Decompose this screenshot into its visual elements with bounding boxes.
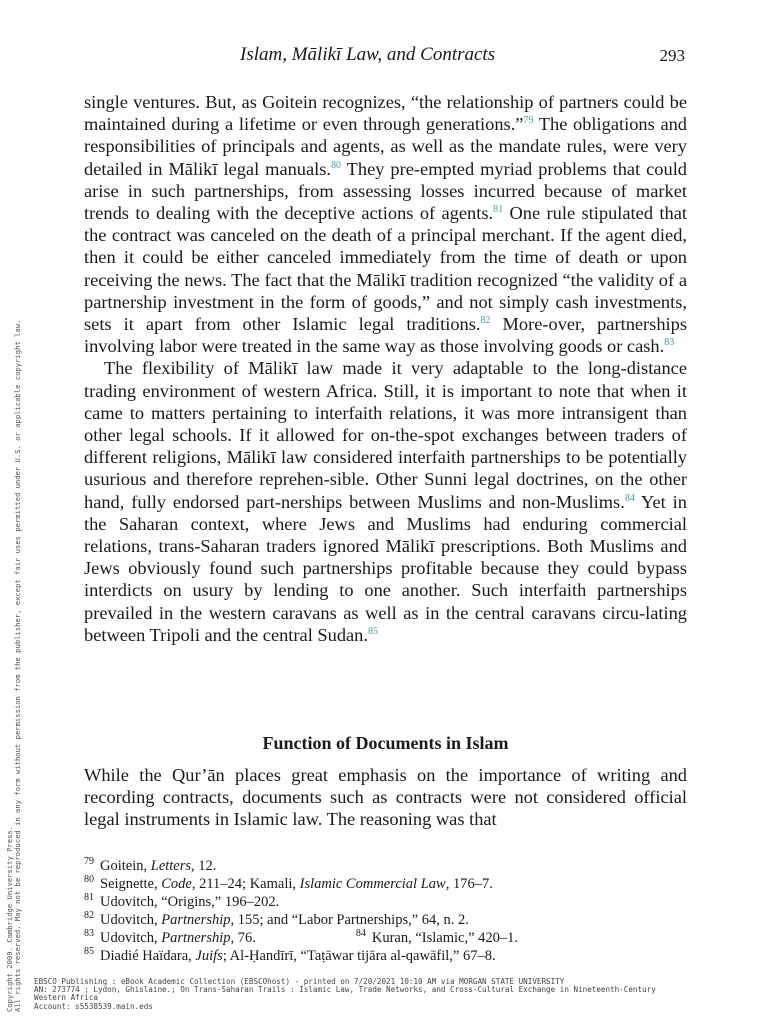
copyright-line-2: All rights reserved. May not be reproduced in any form without permission from the publisher, except fair uses permitted under U.S. or applicable copyright law. <box>13 319 22 1012</box>
body-text <box>84 91 687 646</box>
paragraph-1 <box>84 91 687 357</box>
footnote-text: Udovitch, “Origins,” 196–202. <box>100 894 280 910</box>
ebsco-line-3: Western Africa <box>34 993 99 1003</box>
paragraph-1-part-c: They pre‑empted myriad problems that could arise in such partnerships, from assessing losses incurred because of market trends to dealing with the deceptive actions of agents. <box>84 158 687 224</box>
footnote-79: 79 Goitein, Letters, 12. <box>84 856 217 874</box>
footnote-text: ; Al-Ḥandīrī, “Taṭāwar tijāra al-qawāfil,” 67–8. <box>222 948 496 964</box>
section-heading: Function of Documents in Islam <box>262 733 509 753</box>
running-head-title: Islam, Mālikī Law, and Contracts <box>240 44 496 65</box>
footnote-81: 81 Udovitch, “Origins,” 196–202. <box>84 892 280 910</box>
ebsco-line-4: Account: s5538539.main.eds <box>34 1001 153 1011</box>
footnote-ref-79[interactable]: 79 <box>523 115 534 127</box>
footnote-82: 82 Udovitch, Partnership, 155; and “Labor Partnerships,” 64, n. 2. <box>84 910 469 928</box>
footnote-title: Partnership <box>161 912 231 928</box>
footnote-83-84: 83 Udovitch, Partnership, 76. 84 Kuran, “Islamic,” 420–1. <box>84 928 519 946</box>
paragraph-1-part-e: More‑over, partnerships involving labor were treated in the same way as those involving goods or cash. <box>84 314 687 357</box>
footnote-80: 80 Seignette, Code, 211–24; Kamali, Islamic Commercial Law, 176–7. <box>84 874 493 892</box>
paragraph-2-part-a: The flexibility of Mālikī law made it very adaptable to the long-distance trading environment of western Africa. Still, it is important to note that when it came to matters pertaining to interfaith relations, it was more intransigent than other legal schools. If it allowed for on-the-spot exchanges between traders of different religions, Mālikī law considered interfaith partnerships to be potentially usurious and therefore reprehen‑sible. Other Sunni legal doctrines, on the other hand, fully endorsed part‑nerships between Muslims and non-Muslims. <box>84 358 687 512</box>
footnote-ref-80[interactable]: 80 <box>331 159 342 171</box>
footnote-title: Islamic Commercial Law <box>299 876 446 892</box>
footnote-text: , 211–24; Kamali, <box>191 876 300 892</box>
footnote-ref-83[interactable]: 83 <box>664 337 675 349</box>
footnote-title: Juifs <box>195 948 223 964</box>
footnote-85: 85 Diadié Haïdara, Juifs; Al-Ḥandīrī, “Taṭāwar tijāra al-qawāfil,” 67–8. <box>84 946 496 964</box>
ebsco-footer <box>34 978 764 1011</box>
paragraph-2-part-b: Yet in the Saharan context, where Jews and Muslims had enduring commercial relations, trans-Saharan traders ignored Mālikī prescriptions. Both Muslims and Jews obviously found such partnerships profitable because they could bypass interdicts on usury by lending to one another. Such interfaith partnerships prevailed in the western caravans as well as in the central caravans circu‑lating between Tripoli and the central Sudan. <box>84 491 687 645</box>
paragraph-1-part-b: The obligations and responsibilities of principals and agents, as well as the mandate rules, were very detailed in Mālikī legal manuals. <box>84 114 687 179</box>
footnote-text: Goitein, <box>100 858 151 874</box>
section-paragraph: While the Qur’ān places great emphasis on the importance of writing and recording contracts, documents such as contracts were not considered official legal instruments in Islamic law. The reasoning was that <box>84 765 687 830</box>
footnotes <box>84 857 687 965</box>
footnote-text: , 155; and “Labor Partnerships,” 64, n. 2. <box>230 912 469 928</box>
footnote-ref-81[interactable]: 81 <box>493 203 504 215</box>
section-text <box>84 764 687 831</box>
footnote-text: , 176–7. <box>445 876 493 892</box>
footnote-text: Diadié Haïdara, <box>100 948 196 964</box>
page-number: 293 <box>659 46 685 65</box>
footnote-text: Udovitch, <box>100 912 162 928</box>
ebsco-line-1: EBSCO Publishing : eBook Academic Collection (EBSCOhost) - printed on 7/20/2021 10:10 AM via MORGAN STATE UNIVERSITY <box>34 978 565 986</box>
footnote-ref-82[interactable]: 82 <box>480 314 491 326</box>
paragraph-1-part-d: One rule stipulated that the contract was canceled on the death of a principal merchant. If the agent died, then it could be either canceled immediately from the time of death or upon receiving the news. The fact that the Mālikī tradition recognized “the validity of a partnership investment in the form of goods,” and not simply cash investments, sets it apart from other Islamic legal traditions. <box>84 203 687 335</box>
copyright-line-1: Copyright 2009. Cambridge University Press. <box>5 825 14 1012</box>
paragraph-1-part-a: single ventures. But, as Goitein recognizes, “the relationship of partners could be maintained during a lifetime or even through generations.” <box>84 92 687 135</box>
footnote-ref-85[interactable]: 85 <box>367 625 378 637</box>
footnote-title: Code <box>161 876 192 892</box>
paragraph-2 <box>84 357 687 646</box>
footnote-text: Seignette, <box>100 876 162 892</box>
footnote-text: Kuran, “Islamic,” 420–1. <box>371 930 519 946</box>
footnote-text: , 12. <box>191 858 217 874</box>
footnote-ref-84[interactable]: 84 <box>624 492 635 504</box>
footnote-title: Letters <box>150 858 192 874</box>
footnote-text: , 76. <box>230 930 256 946</box>
ebsco-line-2: AN: 273774 ; Lydon, Ghislaine.; On Trans-Saharan Trails : Islamic Law, Trade Networks, and Cross-Cultural Exchange in Nineteenth-Century <box>34 985 656 995</box>
copyright-notice <box>6 320 22 1012</box>
footnote-title: Partnership <box>161 930 231 946</box>
footnote-text: Udovitch, <box>100 930 162 946</box>
